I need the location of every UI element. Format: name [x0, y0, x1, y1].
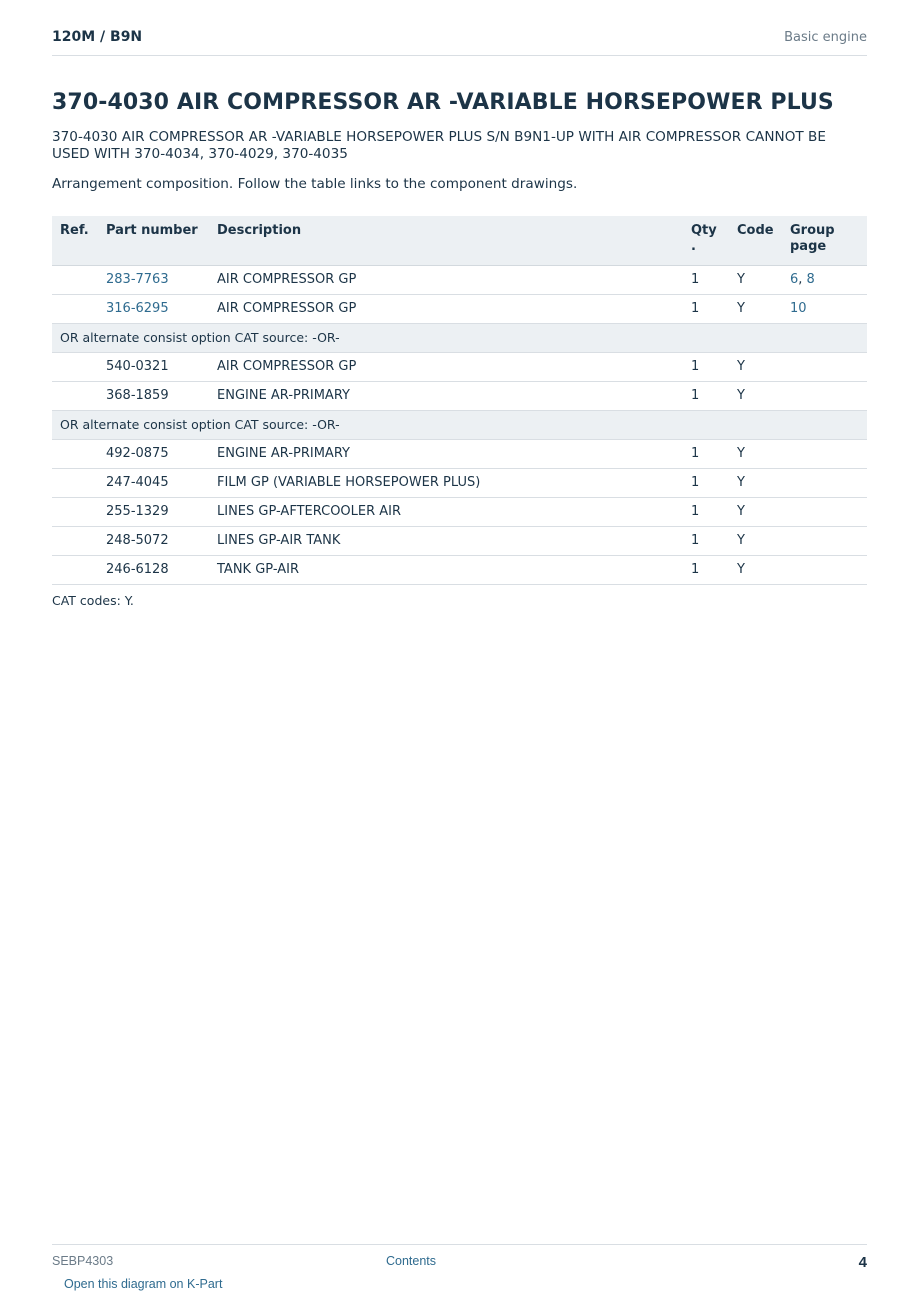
page-separator: ,: [798, 272, 807, 287]
table-row: [52, 555, 867, 584]
page-subtitle: 370-4030 AIR COMPRESSOR AR -VARIABLE HORSEPOWER PLUS S/N B9N1-UP WITH AIR COMPRESSOR CANNOT BE USED WITH 370-4034, 370-4029, 370-4035: [52, 129, 826, 162]
table-row: [52, 381, 867, 410]
cell-code: Y: [729, 294, 782, 323]
kpart-link[interactable]: Open this diagram on K-Part: [64, 1277, 223, 1291]
cell-part-number: 492-0875: [98, 439, 209, 468]
cell-description: FILM GP (VARIABLE HORSEPOWER PLUS): [209, 468, 683, 497]
group-page-link[interactable]: 10: [790, 301, 807, 316]
cell-ref: [52, 468, 98, 497]
cell-qty: 1: [683, 468, 729, 497]
cell-part-number: 246-6128: [98, 555, 209, 584]
cell-group-page: [782, 381, 867, 410]
cell-part-number: 540-0321: [98, 352, 209, 381]
table-row: [52, 497, 867, 526]
alternate-option-row: [52, 323, 867, 352]
cell-qty: 1: [683, 352, 729, 381]
table-row: [52, 294, 867, 323]
alternate-option-note: OR alternate consist option CAT source: -OR-: [52, 410, 867, 439]
table-row: [52, 468, 867, 497]
cell-qty: 1: [683, 555, 729, 584]
cell-ref: [52, 439, 98, 468]
contents-link[interactable]: Contents: [386, 1254, 437, 1268]
cell-part-number: 247-4045: [98, 468, 209, 497]
group-page-link[interactable]: 6: [790, 272, 799, 287]
cell-group-page: [782, 555, 867, 584]
cell-ref: [52, 265, 98, 294]
cell-code: Y: [729, 352, 782, 381]
cell-description: LINES GP-AFTERCOOLER AIR: [209, 497, 683, 526]
table-header-row: [52, 216, 867, 265]
cell-qty: 1: [683, 526, 729, 555]
header-code: Code: [729, 216, 782, 265]
cell-group-page: [782, 468, 867, 497]
cell-ref: [52, 294, 98, 323]
page-number: 4: [858, 1254, 867, 1271]
cell-code: Y: [729, 468, 782, 497]
cell-code: Y: [729, 555, 782, 584]
cell-group-page: [782, 352, 867, 381]
part-number-link[interactable]: 283-7763: [106, 272, 169, 287]
cell-group-page: [782, 294, 867, 323]
cell-description: AIR COMPRESSOR GP: [209, 352, 683, 381]
cell-code: Y: [729, 439, 782, 468]
cell-ref: [52, 381, 98, 410]
parts-table: [52, 216, 867, 585]
cell-group-page: [782, 439, 867, 468]
cell-part-number: 255-1329: [98, 497, 209, 526]
model-label: 120M / B9N: [52, 29, 143, 45]
header-ref: Ref.: [52, 216, 98, 265]
cat-codes-note: CAT codes: Y.: [52, 593, 134, 608]
cell-description: TANK GP-AIR: [209, 555, 683, 584]
header-part-number: Part number: [98, 216, 209, 265]
cell-description: ENGINE AR-PRIMARY: [209, 381, 683, 410]
cell-qty: 1: [683, 265, 729, 294]
header-group-page: Group page: [782, 216, 867, 265]
document-id: SEBP4303: [52, 1254, 114, 1268]
cell-qty: 1: [683, 497, 729, 526]
page-title: 370-4030 AIR COMPRESSOR AR -VARIABLE HORSEPOWER PLUS: [52, 90, 834, 115]
cell-part-number: 248-5072: [98, 526, 209, 555]
alternate-option-note: OR alternate consist option CAT source: -OR-: [52, 323, 867, 352]
cell-ref: [52, 526, 98, 555]
cell-description: AIR COMPRESSOR GP: [209, 265, 683, 294]
cell-group-page: [782, 265, 867, 294]
alternate-option-row: [52, 410, 867, 439]
part-number-link[interactable]: 316-6295: [106, 301, 169, 316]
table-row: [52, 265, 867, 294]
cell-description: AIR COMPRESSOR GP: [209, 294, 683, 323]
cell-ref: [52, 555, 98, 584]
cell-code: Y: [729, 381, 782, 410]
cell-group-page: [782, 497, 867, 526]
page-header: [52, 0, 867, 56]
cell-ref: [52, 497, 98, 526]
table-row: [52, 526, 867, 555]
header-qty: Qty .: [683, 216, 729, 265]
cell-qty: 1: [683, 294, 729, 323]
cell-code: Y: [729, 526, 782, 555]
cell-code: Y: [729, 265, 782, 294]
header-description: Description: [209, 216, 683, 265]
table-row: [52, 439, 867, 468]
cell-qty: 1: [683, 439, 729, 468]
cell-ref: [52, 352, 98, 381]
table-row: [52, 352, 867, 381]
intro-text: Arrangement composition. Follow the table links to the component drawings.: [52, 176, 578, 192]
cell-description: ENGINE AR-PRIMARY: [209, 439, 683, 468]
page-footer: [52, 1244, 867, 1300]
cell-part-number: 368-1859: [98, 381, 209, 410]
cell-qty: 1: [683, 381, 729, 410]
cell-description: LINES GP-AIR TANK: [209, 526, 683, 555]
section-label: Basic engine: [784, 30, 867, 45]
cell-code: Y: [729, 497, 782, 526]
group-page-link[interactable]: 8: [806, 272, 815, 287]
cell-group-page: [782, 526, 867, 555]
